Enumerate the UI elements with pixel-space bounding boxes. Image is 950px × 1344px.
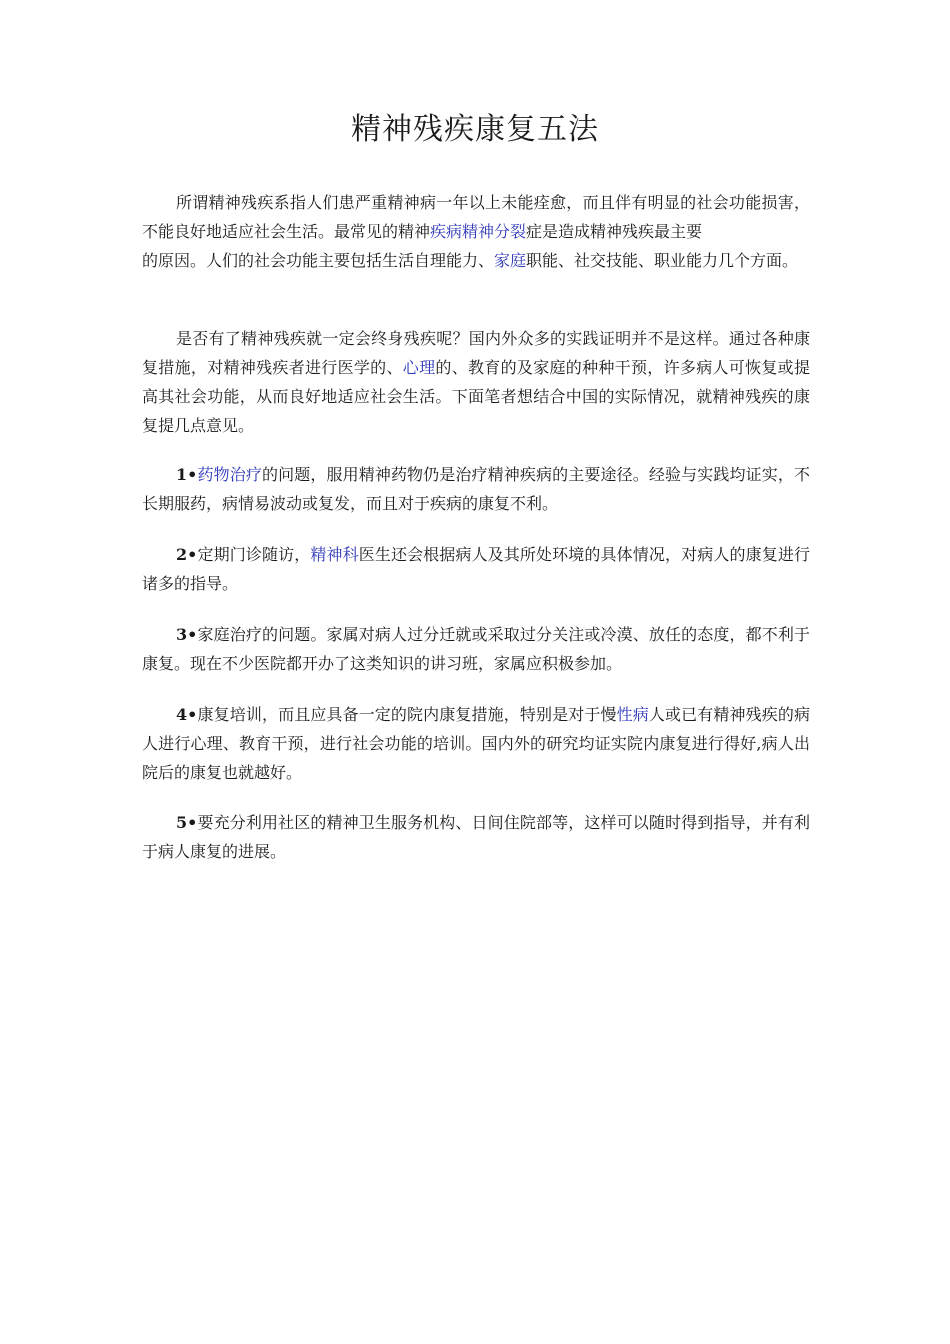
paragraph-definition bbox=[142, 188, 810, 275]
list-number: 1• bbox=[176, 465, 198, 484]
link-psychology[interactable]: 心理 bbox=[402, 358, 436, 377]
paragraph-method-1 bbox=[142, 460, 810, 518]
link-family[interactable]: 家庭 bbox=[494, 251, 527, 270]
paragraph-text: 要充分利用社区的精神卫生服务机构、日间住院部等，这样可以随时得到指导，并有利于病人康复的进展。 bbox=[142, 813, 810, 861]
paragraph-method-3 bbox=[142, 620, 810, 678]
paragraph-text: 的、教育的及家庭的种种干预，许多病人可恢复或提高其社会功能，从而良好地适应社会生活。下面笔者想结合中国的实际情况，就精神残疾的康复提几点意见。 bbox=[142, 358, 810, 435]
paragraph-text: 定期门诊随访， bbox=[197, 545, 311, 564]
paragraph-text: 的原因。人们的社会功能主要包括生活自理能力、 bbox=[142, 251, 495, 270]
paragraph-text: 是否有了精神残疾就一定会终身残疾呢？国内外众多的实践证明并不是这样。通过各种康复措施，对精神残疾者进行医学的、 bbox=[142, 329, 810, 377]
paragraph-method-2 bbox=[142, 540, 810, 598]
paragraph-method-4 bbox=[142, 700, 810, 787]
link-psychiatry[interactable]: 精神科 bbox=[310, 545, 359, 564]
list-number: 5• bbox=[176, 813, 198, 832]
paragraph-text: 职能、社交技能、职业能力几个方面。 bbox=[526, 251, 799, 270]
paragraph-text: 的问题，服用精神药物仍是治疗精神疾病的主要途径。经验与实践均证实，不长期服药，病情易波动或复发，而且对于疾病的康复不利。 bbox=[142, 465, 810, 513]
link-schizophrenia[interactable]: 疾病精神分裂 bbox=[430, 222, 527, 241]
paragraph-method-5 bbox=[142, 808, 810, 866]
document-title: 精神残疾康复五法 bbox=[351, 112, 599, 147]
paragraph-text: 所谓精神残疾系指人们患严重精神病一年以上未能痊愈，而且伴有明显的社会功能损害，不能良好地适应社会生活。最常见的精神 bbox=[142, 193, 810, 241]
paragraph-text: 医生还会根据病人及其所处环境的具体情况，对病人的康复进行诸多的指导。 bbox=[142, 545, 810, 593]
paragraph-text: 症是造成精神残疾最主要 bbox=[526, 222, 703, 241]
paragraph-text: 家庭治疗的问题。家属对病人过分迁就或采取过分关注或冷漠、放任的态度，都不利于康复。现在不少医院都开办了这类知识的讲习班，家属应积极参加。 bbox=[142, 625, 810, 673]
list-number: 4• bbox=[176, 705, 198, 724]
list-number: 2• bbox=[176, 545, 198, 564]
link-chronic-disease[interactable]: 性病 bbox=[616, 705, 649, 724]
link-drug-therapy[interactable]: 药物治疗 bbox=[197, 465, 262, 484]
list-number: 3• bbox=[176, 625, 198, 644]
paragraph-text: 康复培训，而且应具备一定的院内康复措施，特别是对于慢 bbox=[197, 705, 617, 724]
paragraph-intro bbox=[142, 324, 810, 440]
paragraph-text: 人或已有精神残疾的病人进行心理、教育干预，进行社会功能的培训。国内外的研究均证实院内康复进行得好,病人出院后的康复也就越好。 bbox=[142, 705, 810, 782]
